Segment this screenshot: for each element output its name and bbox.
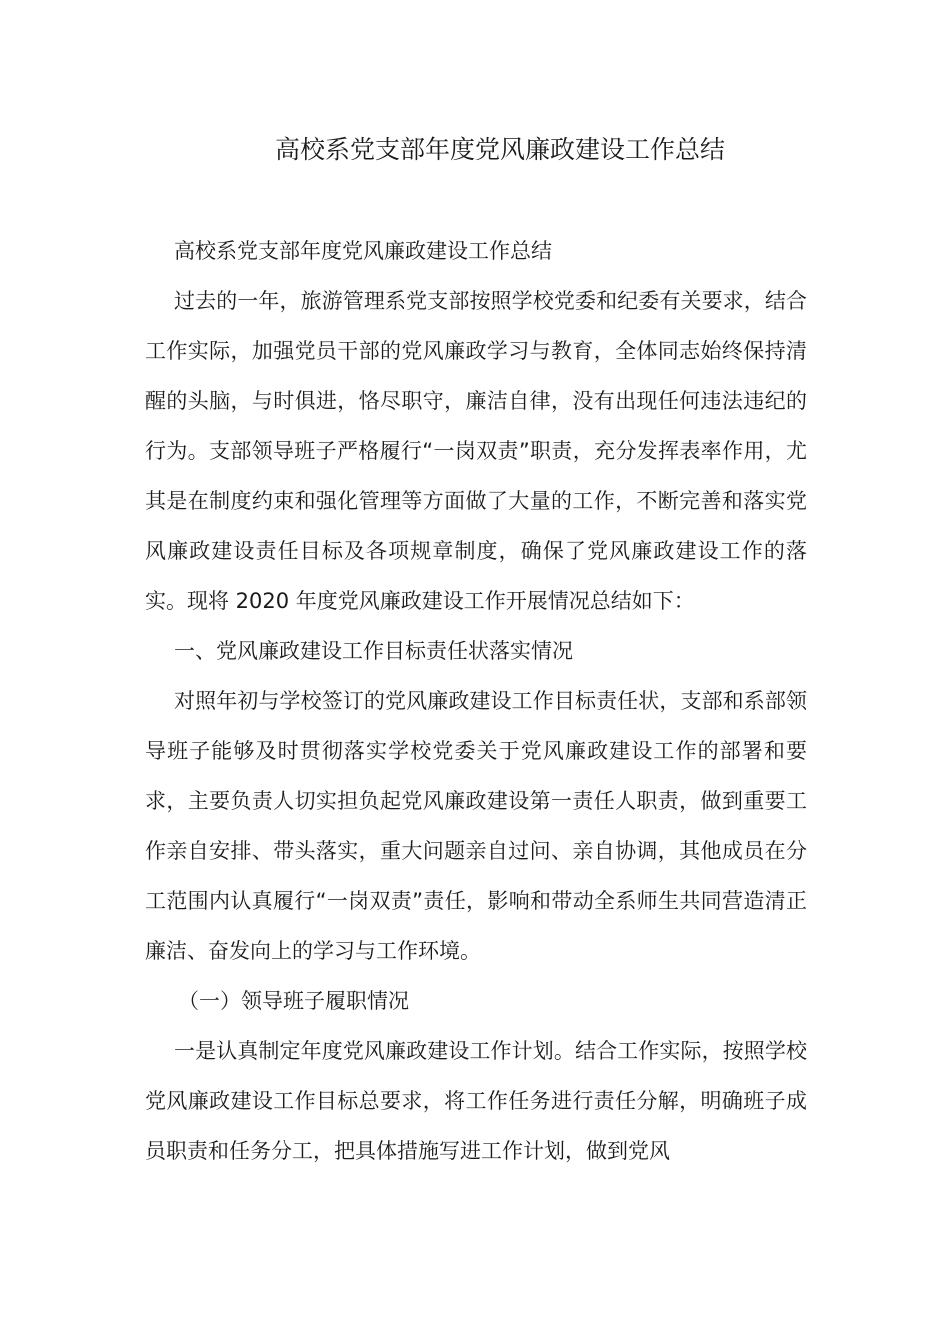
subsection-heading-1: （一）领导班子履职情况 xyxy=(178,989,409,1013)
paragraph-subsection-1: 一是认真制定年度党风廉政建设工作计划。结合工作实际，按照学校党风廉政建设工作目标总要求，将工作任务进行责任分解，明确班子成员职责和任务分工，把具体措施写进工作计划，做到党风 xyxy=(145,1039,807,1163)
section-heading-1: 一、党风廉政建设工作目标责任状落实情况 xyxy=(174,639,573,663)
paragraph-repeat-title: 高校系党支部年度党风廉政建设工作总结 xyxy=(174,239,552,263)
document-title: 高校系党支部年度党风廉政建设工作总结 xyxy=(274,135,725,164)
paragraph-section-1: 对照年初与学校签订的党风廉政建设工作目标责任状，支部和系部领导班子能够及时贯彻落实学校党委关于党风廉政建设工作的部署和要求，主要负责人切实担负起党风廉政建设第一责任人职责，做到重要工作亲自安排、带头落实，重大问题亲自过问、亲自协调，其他成员在分工范围内认真履行“一岗双责”责任，影响和带动全系师生共同营造清正廉洁、奋发向上的学习与工作环境。 xyxy=(145,689,807,963)
document-body xyxy=(145,226,807,1176)
paragraph-intro: 过去的一年，旅游管理系党支部按照学校党委和纪委有关要求，结合工作实际，加强党员干部的党风廉政学习与教育，全体同志始终保持清醒的头脑，与时俱进，恪尽职守，廉洁自律，没有出现任何违法违纪的行为。支部领导班子严格履行“一岗双责”职责，充分发挥表率作用，尤其是在制度约束和强化管理等方面做了大量的工作，不断完善和落实党风廉政建设责任目标及各项规章制度，确保了党风廉政建设工作的落实。现将 2020 年度党风廉政建设工作开展情况总结如下： xyxy=(145,289,807,613)
